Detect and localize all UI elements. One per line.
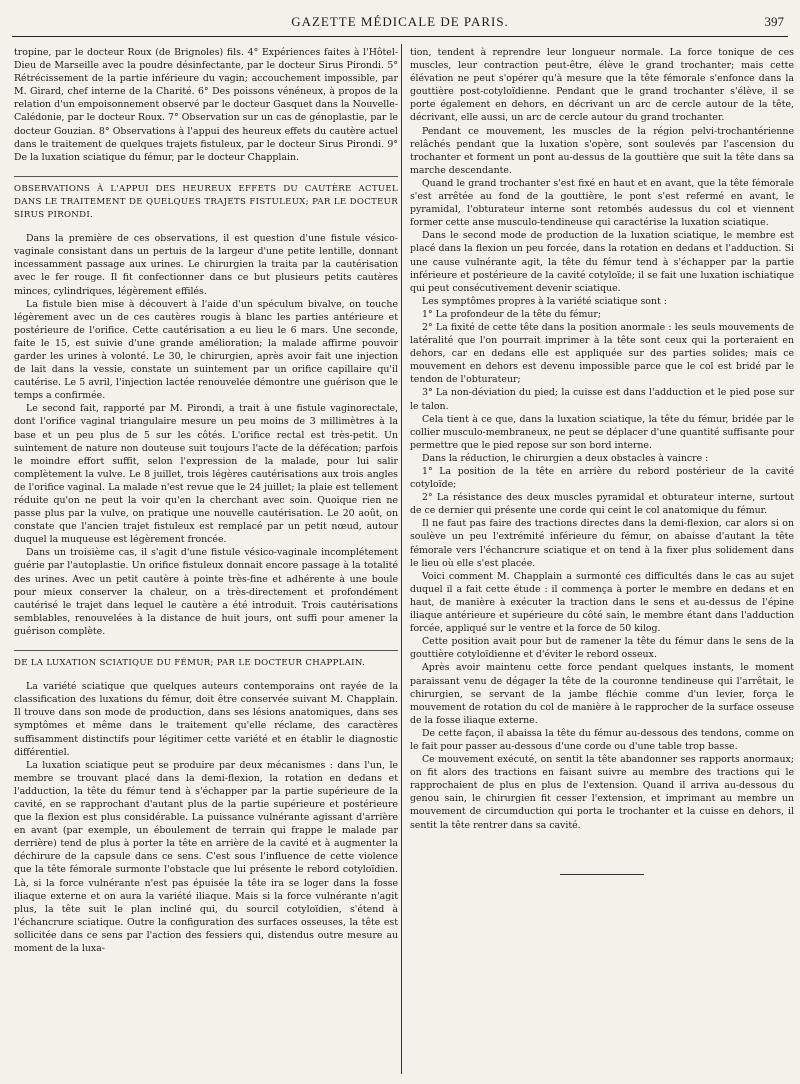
paragraph: La variété sciatique que quelques auteurs contemporains ont rayée de la classification des luxations du fémur, doit être conservée suivant M. Chapplain. Il trouve dans son mode de production, dans ses lésions anatomiques, dans ses symptômes et même dans le traitement qu'elle réclame, des caractères suffisamment distinctifs pour légitimer cette variété et en établir le diagnostic différentiel. [14, 681, 398, 758]
column-divider [401, 44, 402, 1074]
left-column [14, 46, 398, 1076]
section-heading-luxation: DE LA LUXATION SCIATIQUE DU FÉMUR; PAR LE DOCTEUR CHAPPLAIN. [14, 650, 398, 670]
list-item: 1° La position de la tête en arrière du rebord postérieur de la cavité cotyloïde; [410, 466, 794, 491]
paragraph: Dans la première de ces observations, il est question d'une fistule vésico-vaginale consistant dans un pertuis de la largeur d'une petite lentille, donnant incessamment passage aux urines. Le chirurgien la traita par la cautérisation avec le fer rouge. Il fit confectionner dans ce but plusieurs petits cautères minces, cylindriques, légèrement effilés. [14, 233, 398, 297]
paragraph: tion, tendent à reprendre leur longueur normale. La force tonique de ces muscles, leur contraction peut-être, élève le grand trochanter; mais cette élévation ne peut s'opérer qu'à mesure que la tête fémorale s'enfonce dans la gouttière post-cotyloïdienne. Pendant que le grand trochanter s'élève, il se porte également en dehors, en décrivant un arc de cercle autour de la tête, décrivant, elle aussi, un arc de cercle autour du grand trochanter. [410, 47, 794, 124]
paragraph: Voici comment M. Chapplain a surmonté ces difficultés dans le cas au sujet duquel il a fait cette étude : il commença à porter le membre en dedans et en haut, de manière à exécuter la traction dans le sens et au-dessus de l'épine iliaque antérieure et supérieure du côté sain, le membre étant dans l'adduction forcée, appliqué sur le ventre et la force de 50 kilog. [410, 570, 794, 635]
intro-paragraph: tropine, par le docteur Roux (de Brignoles) fils. 4° Expériences faites à l'Hôtel-Dieu de Marseille avec la poudre désinfectante, par le docteur Sirus Pirondi. 5° Rétrécissement de la partie inférieure du vagin; accouchement impossible, par M. Girard, chef interne de la Charité. 6° Des poissons vénéneux, à propos de la relation d'un empoisonnement observé par le docteur Gasquet dans la Nouvelle-Calédonie, par le docteur Roux. 7° Observation sur un cas de génoplastie, par le docteur Gouzian. 8° Observations à l'appui des heureux effets du cautère actuel dans le traitement de quelques trajets fistuleux, par le docteur Sirus Pirondi. 9° De la luxation sciatique du fémur, par le docteur Chapplain. [14, 47, 398, 163]
paragraph: Dans la réduction, le chirurgien a deux obstacles à vaincre : [422, 452, 709, 464]
paragraph: La luxation sciatique peut se produire par deux mécanismes : dans l'un, le membre se trouvant placé dans la demi-flexion, la rotation en dedans et l'adduction, la tête du fémur tend à s'échapper par la partie supérieure de la cavité, en se rapprochant d'autant plus de la partie supérieure et postérieure que la flexion est plus considérable. La puissance vulnérante agissant d'arrière en avant (par exemple, un éboulement de terrain qui frappe le malade par derrière) tend de plus à porter la tête en arrière de la cavité et à augmenter la déchirure de la capsule dans ce sens. C'est sous l'influence de cette violence que la tête fémorale surmonte l'obstacle que lui présente le rebord cotyloïdien. Là, si la force vulnérante n'est pas épuisée la tête ira se loger dans la fosse iliaque externe et on aura la variété iliaque. Mais si la force vulnérante n'agit plus, la tête suit le plan incliné qui, du sourcil cotyloïdien, s'étend à l'échancrure sciatique. Outre la configuration des surfaces osseuses, la tête est sollicitée dans ce sens par l'action des fessiers qui, distendus outre mesure au moment de la luxa- [14, 759, 398, 954]
page-number: 397 [764, 14, 784, 29]
closing-rule [560, 874, 644, 875]
paragraph: Quand le grand trochanter s'est fixé en haut et en avant, que la tête fémorale s'est arrêtée au fond de la gouttière, le pont s'est refermé en avant, le pyramidal, l'obturateur interne sont retombés audessus du col et viennent former cette anse musculo-tendineuse qui caractérise la luxation sciatique. [410, 177, 794, 229]
paragraph: Dans le second mode de production de la luxation sciatique, le membre est placé dans la flexion un peu forcée, dans la rotation en dedans et l'adduction. Si une cause vulnérante agit, la tête du fémur tend à s'échapper par la partie inférieure et postérieure de la cavité cotyloïde; il se fait une luxation ischiatique qui peut consécutivement devenir sciatique. [410, 230, 794, 294]
paragraph: Ce mouvement exécuté, on sentit la tête abandonner ses rapports anormaux; on fit alors des tractions en faisant suivre au membre des tractions qui le rapprochaient de plus en plus de l'extension. Quand il arriva au-dessous du genou sain, le chirurgien fit cesser l'extension, et imprimant au membre un mouvement de circumduction qui porta le trochanter et la cuisse en dehors, il sentit la tête rentrer dans sa cavité. [410, 754, 794, 831]
list-item: 1° La profondeur de la tête du fémur; [422, 308, 602, 320]
paragraph: Il ne faut pas faire des tractions directes dans la demi-flexion, car alors si on soulève un peu l'extrémité inférieure du fémur, on abaisse d'autant la tête fémorale vers l'échancrure sciatique et on tend à la fixer plus solidement dans le lieu où elle s'est placée. [410, 518, 794, 569]
right-column [410, 46, 794, 1076]
list-item: 3° La non-déviation du pied; la cuisse est dans l'adduction et le pied pose sur le talon. [410, 387, 794, 412]
list-item: 2° La résistance des deux muscles pyramidal et obturateur interne, surtout de ce dernier qui présente une corde qui ceint le col anatomique du fémur. [410, 492, 794, 517]
paragraph: La fistule bien mise à découvert à l'aide d'un spéculum bivalve, on touche légèrement avec un de ces cautères rougis à blanc les parties antérieure et postérieure de l'orifice. Cette cautérisation a eu lieu le 6 mars. Une seconde, faite le 15, est suivie d'une grande amélioration; la malade affirme pouvoir garder les urines à volonté. Le 30, le chirurgien, après avoir fait une injection de lait dans la vessie, constate un suintement par un orifice capillaire qu'il cautérise. Le 5 avril, l'injection lactée renouvelée démontre une guérison que le temps a confirmée. [14, 298, 398, 402]
list-item: 2° La fixité de cette tête dans la position anormale : les seuls mouvements de latéralité que l'on pourrait imprimer à la tête sont ceux qui la porteraient en dehors, car en dedans elle est appliquée sur des parties solides; mais ce mouvement en dehors est devenu impossible parce que le col est bridé par le tendon de l'obturateur; [410, 321, 794, 386]
paragraph: Pendant ce mouvement, les muscles de la région pelvi-trochantérienne relâchés pendant que la luxation s'opère, sont soulevés par l'ascension du trochanter et forment un pont au-dessus de la gouttière que suit la tête dans sa marche descendante. [410, 125, 794, 176]
paragraph: Dans un troisième cas, il s'agit d'une fistule vésico-vaginale incomplétement guérie par l'autoplastie. Un orifice fistuleux donnait encore passage à la totalité des urines. Avec un petit cautère à pointe très-fine et adhérente à une boule pour mieux conserver la chaleur, on a très-directement et profondément cautérisé le trajet dans lequel le cautère a été introduit. Trois cautérisations semblables, renouvelées à la distance de huit jours, ont suffi pour amener la guérison complète. [14, 547, 398, 637]
paragraph: Les symptômes propres à la variété sciatique sont : [422, 295, 667, 307]
paragraph: Le second fait, rapporté par M. Pirondi, a trait à une fistule vaginorectale, dont l'orifice vaginal triangulaire mesure un peu moins de 3 millimètres à la base et un peu plus de 5 sur les côtés. L'orifice rectal est très-petit. Un suintement de nature non douteuse suit toujours l'acte de la défécation; parfois le moindre effort suffit, selon l'expression de la malade, pour lui salir complètement la vulve. Le 8 juillet, trois légères cautérisations aux trois angles de l'orifice vaginal. La malade n'est revue que le 24 juillet; la plaie est tellement réduite qu'on ne peut la voir qu'en la cherchant avec soin. Quoique rien ne passe plus par la vulve, on pratique une nouvelle cautérisation. Le 20 août, on constate que l'ancien trajet fistuleux est remplacé par un petit nœud, autour duquel la muqueuse est légèrement froncée. [14, 403, 398, 546]
running-head-title: GAZETTE MÉDICALE DE PARIS. [291, 14, 509, 29]
page-header [12, 14, 788, 37]
paragraph: Après avoir maintenu cette force pendant quelques instants, le moment paraissant venu de dégager la tête de la couronne tendineuse qui l'arrêtait, le chirurgien, se servant de la jambe fléchie comme d'un levier, força le mouvement de rotation du col de manière à le rapprocher de la surface osseuse de la fosse iliaque externe. [410, 662, 794, 726]
paragraph: Cela tient à ce que, dans la luxation sciatique, la tête du fémur, bridée par le collier musculo-membraneux, ne peut se déplacer d'une quantité suffisante pour permettre que le pied repose sur son bord interne. [410, 413, 794, 451]
section-heading-cautere: OBSERVATIONS À L'APPUI DES HEUREUX EFFETS DU CAUTÈRE ACTUEL DANS LE TRAITEMENT DE QUELQUES TRAJETS FISTULEUX; PAR LE DOCTEUR SIRUS PIRONDI. [14, 176, 398, 222]
paragraph: Cette position avait pour but de ramener la tête du fémur dans le sens de la gouttière cotyloïdienne et d'éviter le rebord osseux. [410, 636, 794, 661]
paragraph: De cette façon, il abaissa la tête du fémur au-dessous des tendons, comme on le fait pour passer au-dessous d'une corde ou d'une table trop basse. [410, 727, 794, 752]
